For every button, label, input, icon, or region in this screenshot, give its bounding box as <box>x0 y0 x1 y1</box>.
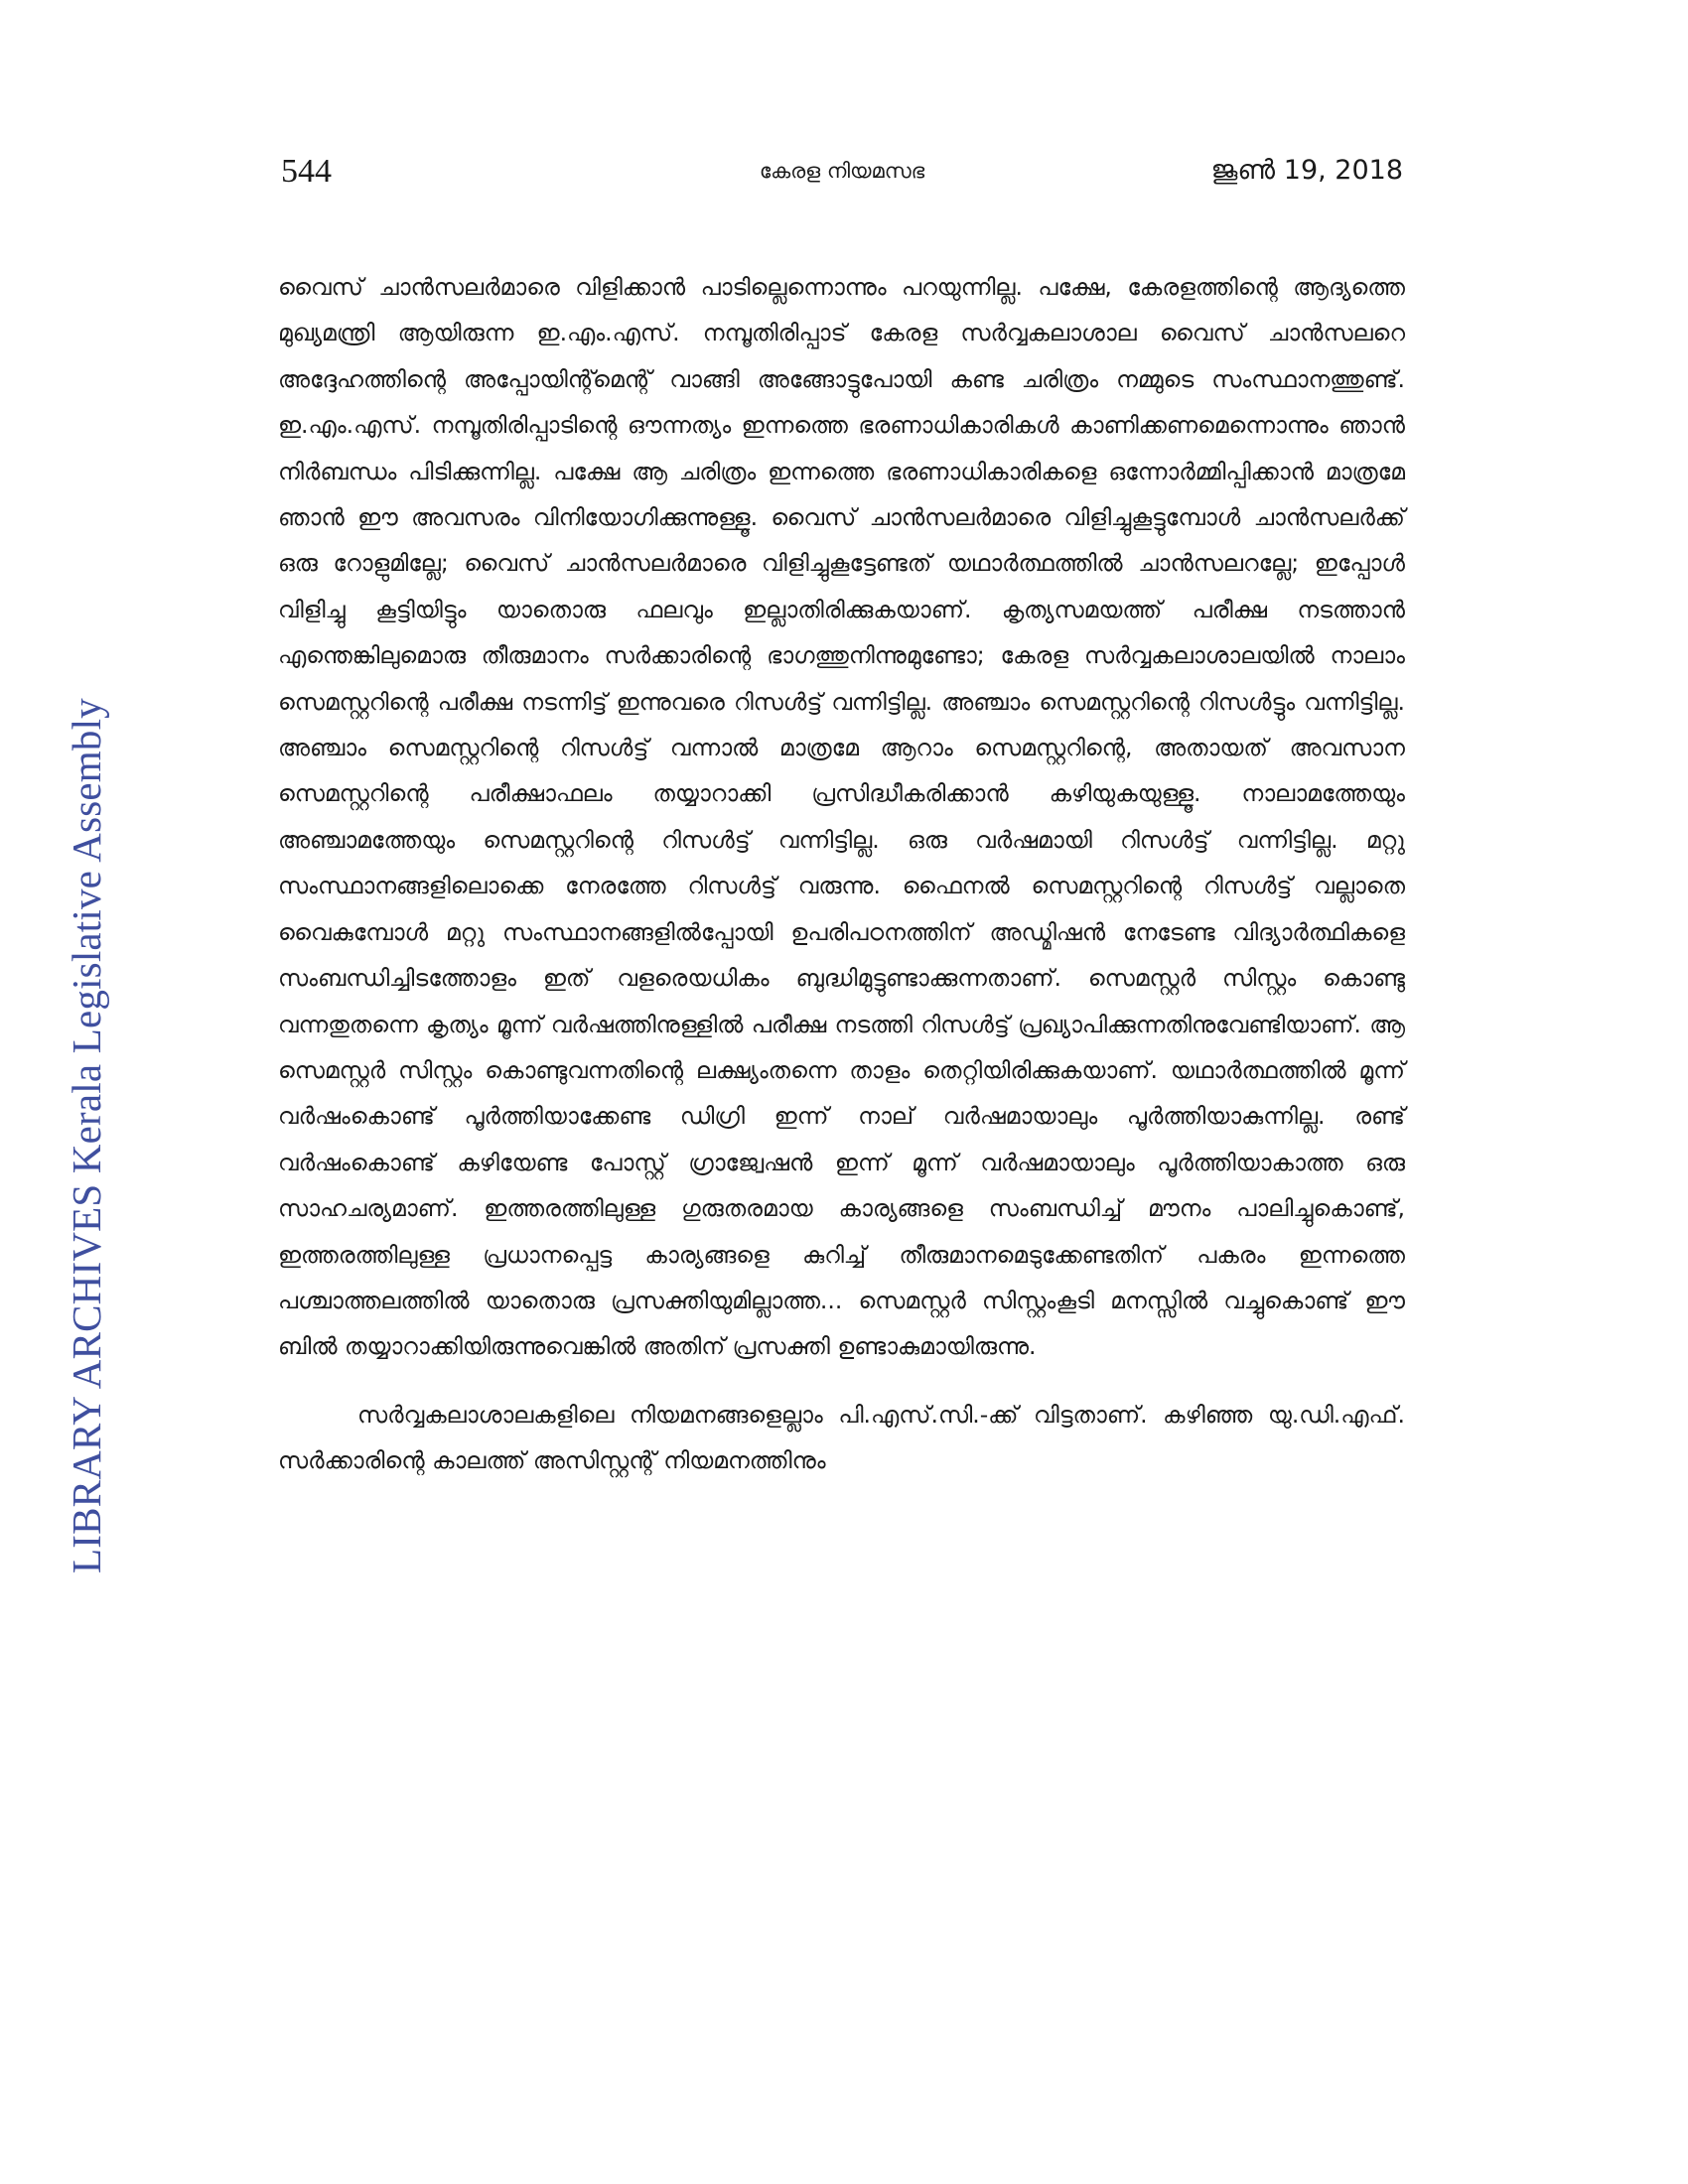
document-title: കേരള നിയമസഭ <box>759 159 925 183</box>
page-header <box>281 149 1403 199</box>
paragraph-2: സർവ്വകലാശാലകളിലെ നിയമനങ്ങളെല്ലാം പി.എസ്.സി.-ക്ക് വിട്ടതാണ്. കഴിഞ്ഞ യു.ഡി.എഫ്. സർക്കാരിന്റെ കാലത്ത് അസിസ്റ്റന്റ് നിയമനത്തിനും <box>278 1400 1405 1475</box>
page-number: 544 <box>281 153 332 190</box>
document-body <box>278 264 1405 1484</box>
document-date: ജൂൺ 19, 2018 <box>1210 155 1403 186</box>
archive-watermark: LIBRARY ARCHIVES Kerala Legislative Assembly <box>64 698 109 1573</box>
paragraph-1: വൈസ് ചാൻസലർമാരെ വിളിക്കാൻ പാടില്ലെന്നൊന്നും പറയുന്നില്ല. പക്ഷേ, കേരളത്തിന്റെ ആദ്യത്തെ മുഖ്യമന്ത്രി ആയിരുന്ന ഇ.എം.എസ്. നമ്പൂതിരിപ്പാട് കേരള സർവ്വകലാശാല വൈസ് ചാൻസലറെ അദ്ദേഹത്തിന്റെ അപ്പോയിന്റ്മെന്റ് വാങ്ങി അങ്ങോട്ടുപോയി കണ്ട ചരിത്രം നമ്മുടെ സംസ്ഥാനത്തുണ്ട്. ഇ.എം.എസ്. നമ്പൂതിരിപ്പാടിന്റെ ഔന്നത്യം ഇന്നത്തെ ഭരണാധികാരികൾ കാണിക്കണമെന്നൊന്നും ഞാൻ നിർബന്ധം പിടിക്കുന്നില്ല. പക്ഷേ ആ ചരിത്രം ഇന്നത്തെ ഭരണാധികാരികളെ ഒന്നോർമ്മിപ്പിക്കാൻ മാത്രമേ ഞാൻ ഈ അവസരം വിനിയോഗിക്കുന്നുള്ളൂ. വൈസ് ചാൻസലർമാരെ വിളിച്ചുകൂട്ടുമ്പോൾ ചാൻസലർക്ക് ഒരു റോളുമില്ലേ; വൈസ് ചാൻസലർമാരെ വിളിച്ചുകൂട്ടേണ്ടത് യഥാർത്ഥത്തിൽ ചാൻസലറല്ലേ; ഇപ്പോൾ വിളിച്ചു കൂട്ടിയിട്ടും യാതൊരു ഫലവും ഇല്ലാതിരിക്കുകയാണ്. കൃത്യസമയത്ത് പരീക്ഷ നടത്താൻ എന്തെങ്കിലുമൊരു തീരുമാനം സർക്കാരിന്റെ ഭാഗത്തുനിന്നുമുണ്ടോ; കേരള സർവ്വകലാശാലയിൽ നാലാം സെമസ്റ്ററിന്റെ പരീക്ഷ നടന്നിട്ട് ഇന്നുവരെ റിസൾട്ട് വന്നിട്ടില്ല. അഞ്ചാം സെമസ്റ്ററിന്റെ റിസൾട്ടും വന്നിട്ടില്ല. അഞ്ചാം സെമസ്റ്ററിന്റെ റിസൾട്ട് വന്നാൽ മാത്രമേ ആറാം സെമസ്റ്ററിന്റെ, അതായത് അവസാന സെമസ്റ്ററിന്റെ പരീക്ഷാഫലം തയ്യാറാക്കി പ്രസിദ്ധീകരിക്കാൻ കഴിയുകയുള്ളൂ. നാലാമത്തേയും അഞ്ചാമത്തേയും സെമസ്റ്ററിന്റെ റിസൾട്ട് വന്നിട്ടില്ല. ഒരു വർഷമായി റിസൾട്ട് വന്നിട്ടില്ല. മറ്റു സംസ്ഥാനങ്ങളിലൊക്കെ നേരത്തേ റിസൾട്ട് വരുന്നു. ഫൈനൽ സെമസ്റ്ററിന്റെ റിസൾട്ട് വല്ലാതെ വൈകുമ്പോൾ മറ്റു സംസ്ഥാനങ്ങളിൽപ്പോയി ഉപരിപഠനത്തിന് അഡ്മിഷൻ നേടേണ്ട വിദ്യാർത്ഥികളെ സംബന്ധിച്ചിടത്തോളം ഇത് വളരെയധികം ബുദ്ധിമുട്ടുണ്ടാക്കുന്നതാണ്. സെമസ്റ്റർ സിസ്റ്റം കൊണ്ടു വന്നതുതന്നെ കൃത്യം മൂന്ന് വർഷത്തിനുള്ളിൽ പരീക്ഷ നടത്തി റിസൾട്ട് പ്രഖ്യാപിക്കുന്നതിനുവേണ്ടിയാണ്. ആ സെമസ്റ്റർ സിസ്റ്റം കൊണ്ടുവന്നതിന്റെ ലക്ഷ്യംതന്നെ താളം തെറ്റിയിരിക്കുകയാണ്. യഥാർത്ഥത്തിൽ മൂന്ന് വർഷംകൊണ്ട് പൂർത്തിയാക്കേണ്ട ഡിഗ്രി ഇന്ന് നാല് വർഷമായാലും പൂർത്തിയാകുന്നില്ല. രണ്ട് വർഷംകൊണ്ട് കഴിയേണ്ട പോസ്റ്റ് ഗ്രാജ്വേഷൻ ഇന്ന് മൂന്ന് വർഷമായാലും പൂർത്തിയാകാത്ത ഒരു സാഹചര്യമാണ്. ഇത്തരത്തിലുള്ള ഗുരുതരമായ കാര്യങ്ങളെ സംബന്ധിച്ച് മൗനം പാലിച്ചുകൊണ്ട്, ഇത്തരത്തിലുള്ള പ്രധാനപ്പെട്ട കാര്യങ്ങളെ കുറിച്ച് തീരുമാനമെടുക്കേണ്ടതിന് പകരം ഇന്നത്തെ പശ്ചാത്തലത്തിൽ യാതൊരു പ്രസക്തിയുമില്ലാത്ത... സെമസ്റ്റർ സിസ്റ്റംകൂടി മനസ്സിൽ വച്ചുകൊണ്ട് ഈ ബിൽ തയ്യാറാക്കിയിരുന്നുവെങ്കിൽ അതിന് പ്രസക്തി ഉണ്ടാകുമായിരുന്നു. <box>278 273 1405 1361</box>
